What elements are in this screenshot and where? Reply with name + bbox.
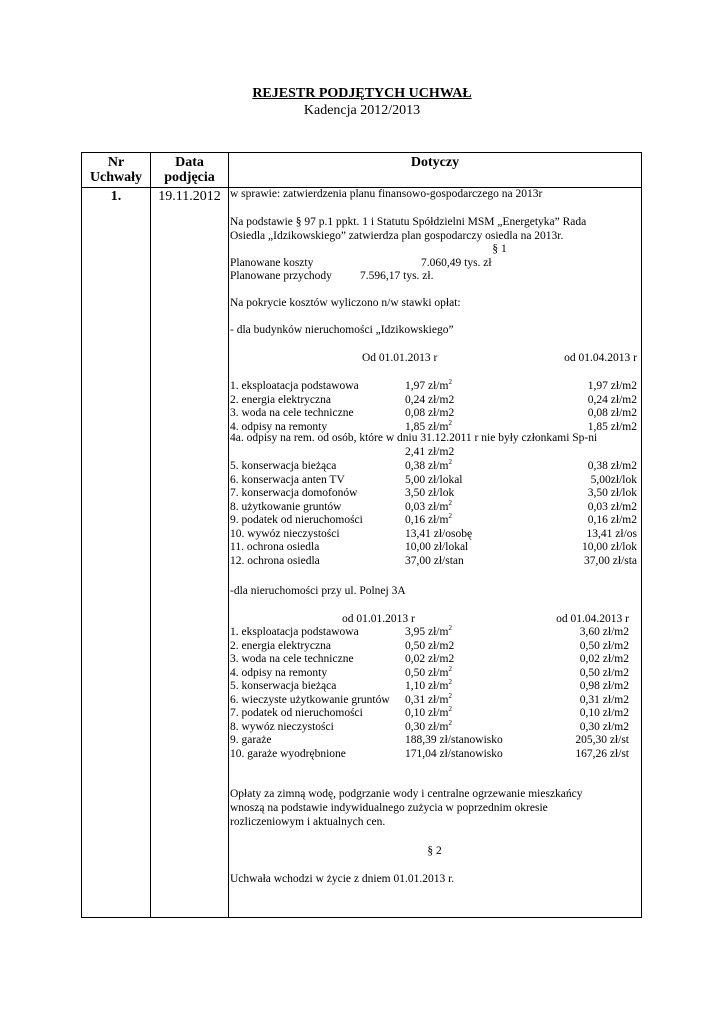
fees-line2: wnoszą na podstawie indywidualnego zużycia w poprzednim okresie: [230, 802, 548, 814]
rate-row: [230, 718, 639, 734]
item-4a: 4a. odpisy na rem. od osób, które w dniu 31.12.2011 r nie były członkami Sp-ni: [230, 432, 598, 444]
rate-value-from-jan: 1,97 $zł/m^2$: [405, 378, 452, 392]
section1-title: - dla budynków nieruchomości „Idzikowskiego”: [230, 324, 454, 336]
rate-value-from-jan: 0,31 $zł/m^2$: [405, 691, 452, 706]
rate-value-from-apr: 0,30 zł/m2: [579, 720, 629, 733]
rate-row: [230, 514, 639, 527]
rate-name: 5. konserwacja bieżąca: [230, 460, 337, 472]
resolution-number: 1.: [110, 189, 122, 204]
planned-costs-row: [230, 257, 639, 270]
rate-row: [230, 474, 639, 487]
rate-value-from-jan: 0,10 $zł/m^2$: [405, 705, 452, 719]
rate-row: [230, 653, 639, 666]
header-date: [151, 155, 228, 185]
rate-row: [230, 407, 639, 420]
superscript: 2: [448, 718, 452, 727]
rate-value-from-apr: 3,60 zł/m2: [579, 626, 629, 638]
rate-value-from-apr: 37,00 zł/sta: [583, 554, 637, 567]
rate-value-from-jan: 0,24 zł/m2: [405, 393, 455, 406]
rate-row: [230, 380, 639, 393]
rate-row: [230, 498, 639, 514]
rate-row: [230, 555, 639, 568]
superscript: 2: [448, 664, 452, 673]
section2-date-headers: [230, 613, 639, 626]
rate-name: 8. wywóz nieczystości: [230, 720, 334, 733]
column-divider: [150, 153, 151, 917]
rate-value-from-apr: 0,31 zł/m2: [579, 693, 629, 706]
rate-value-from-apr: 1,97 zł/m2: [587, 380, 637, 392]
subject: w sprawie: zatwierdzenia planu finansowo-gospodarczego na 2013r: [230, 188, 543, 200]
rate-value-from-apr: 0,38 zł/m2: [587, 460, 637, 472]
superscript: 2: [448, 678, 452, 686]
rate-row: [230, 640, 639, 653]
rate-name: 4. odpisy na remonty: [230, 420, 328, 433]
rate-row: [230, 394, 639, 407]
rate-row: [230, 680, 639, 693]
rate-value-from-jan: 10,00 zł/lokal: [405, 541, 469, 553]
rate-name: 1. eksploatacja podstawowa: [230, 626, 359, 638]
page-subtitle: Kadencja 2012/2013: [303, 103, 421, 118]
rate-value-from-apr: 5,00zł/lok: [590, 473, 637, 486]
paragraph-2-mark: § 2: [427, 845, 442, 857]
rate-value-from-jan: 0,50 $zł/m^2$: [405, 664, 452, 679]
rate-value-from-apr: 0,10 zł/m2: [579, 707, 629, 719]
planned-revenue-value: 7.596,17 tys. zł.: [360, 270, 434, 282]
rate-name: 8. użytkowanie gruntów: [230, 500, 342, 513]
paragraph-1-mark: § 1: [492, 243, 507, 255]
rate-row: [230, 748, 639, 761]
superscript: 2: [448, 691, 452, 700]
superscript: 2: [448, 705, 452, 713]
rate-name: 6. konserwacja anten TV: [230, 473, 345, 486]
section2-from1: od 01.01.2013 r: [342, 613, 415, 625]
rate-name: 12. ochrona osiedla: [230, 554, 320, 567]
header-concerns: [229, 155, 641, 170]
rate-row: [230, 734, 639, 747]
rate-name: 1. eksploatacja podstawowa: [230, 380, 359, 392]
rate-name: 4. odpisy na remonty: [230, 666, 328, 679]
superscript: 2: [448, 624, 452, 632]
rate-value-from-apr: 0,98 zł/m2: [579, 680, 629, 692]
page-title: REJESTR PODJĘTYCH UCHWAŁ: [252, 86, 472, 101]
rate-name: 7. konserwacja domofonów: [230, 487, 358, 499]
superscript: 2: [448, 418, 452, 427]
rate-value-from-jan: 3,50 zł/lok: [405, 487, 455, 499]
rate-name: 2. energia elektryczna: [230, 639, 331, 652]
rate-value-from-jan: 37,00 zł/stan: [405, 554, 464, 567]
header-nr-line2: Uchwały: [89, 170, 143, 185]
rate-name: 10. garaże wyodrębnione: [230, 747, 346, 760]
rate-value-from-apr: 205,30 zł/st: [575, 734, 629, 746]
rate-value-from-jan: 0,30 $zł/m^2$: [405, 718, 452, 733]
column-divider: [228, 153, 229, 917]
rate-value-from-jan: 0,50 zł/m2: [405, 639, 455, 652]
rate-value-from-apr: 0,50 zł/m2: [579, 666, 629, 679]
rate-value-from-jan: 3,95 $zł/m^2$: [405, 624, 452, 638]
rate-row: [230, 707, 639, 720]
rate-value-from-jan: 171,04 zł/stanowisko: [405, 747, 503, 760]
rate-value-from-apr: 1,85 zł/m2: [587, 420, 637, 433]
rate-value-from-jan: 13,41 zł/osobę: [405, 527, 473, 540]
header-nr: [82, 155, 150, 185]
rate-row: [230, 487, 639, 500]
section1-date-headers: [230, 352, 639, 365]
rate-value-from-jan: 0,38 $zł/m^2$: [405, 458, 452, 472]
fees-line1: Opłaty za zimną wodę, podgrzanie wody i centralne ogrzewanie mieszkańcy: [230, 788, 583, 800]
item-4a-value: 2,41 zł/m2: [405, 446, 455, 458]
rate-value-from-apr: 3,50 zł/lok: [587, 487, 637, 499]
rate-name: 3. woda na cele techniczne: [230, 653, 354, 665]
rate-value-from-apr: 0,08 zł/m2: [587, 407, 637, 419]
rate-value-from-apr: 0,16 zł/m2: [587, 514, 637, 526]
basis-line2: Osiedla „Idzikowskiego” zatwierdza plan gospodarczy osiedla na 2013r.: [230, 230, 564, 242]
resolution-date: 19.11.2012: [158, 189, 221, 204]
section2-title: -dla nieruchomości przy ul. Polnej 3A: [230, 585, 406, 597]
planned-revenue-label: Planowane przychody: [230, 270, 332, 282]
planned-costs-label: Planowane koszty: [230, 257, 314, 269]
rate-value-from-apr: 0,24 zł/m2: [587, 393, 637, 406]
rate-name: 10. wywóz nieczystości: [230, 527, 340, 540]
rate-value-from-apr: 0,03 zł/m2: [587, 500, 637, 513]
rate-name: 5. konserwacja bieżąca: [230, 680, 337, 692]
rate-row: [230, 626, 639, 639]
rate-row: [230, 541, 639, 554]
rate-value-from-jan: 1,10 $zł/m^2$: [405, 678, 452, 692]
fees-line3: rozliczeniowym i aktualnych cen.: [230, 816, 386, 828]
rate-value-from-jan: 0,08 zł/m2: [405, 407, 455, 419]
header-date-line2: podjęcia: [164, 170, 215, 185]
rate-value-from-jan: 0,02 zł/m2: [405, 653, 455, 665]
section1-from1: Od 01.01.2013 r: [362, 352, 438, 364]
rate-name: 3. woda na cele techniczne: [230, 407, 354, 419]
effective-date: Uchwała wchodzi w życie z dniem 01.01.2013 r.: [230, 873, 455, 885]
rate-name: 9. garaże: [230, 734, 272, 746]
rate-value-from-apr: 167,26 zł/st: [575, 747, 629, 760]
rate-row: [230, 691, 639, 707]
rate-value-from-apr: 10,00 zł/lok: [582, 541, 637, 553]
rate-name: 9. podatek od nieruchomości: [230, 514, 363, 526]
rate-row: [230, 460, 639, 473]
superscript: 2: [448, 378, 452, 386]
rate-name: 7. podatek od nieruchomości: [230, 707, 363, 719]
header-date-line1: Data: [175, 155, 204, 170]
rate-name: 11. ochrona osiedla: [230, 541, 320, 553]
section1-from2: od 01.04.2013 r: [564, 352, 637, 364]
resolutions-table: [81, 152, 642, 918]
rate-value-from-jan: 1,85 $zł/m^2$: [405, 418, 452, 433]
rate-value-from-jan: 0,03 $zł/m^2$: [405, 498, 452, 513]
rate-value-from-apr: 13,41 zł/os: [586, 527, 637, 540]
superscript: 2: [448, 498, 452, 507]
rate-name: 6. wieczyste użytkowanie gruntów: [230, 693, 390, 706]
rate-value-from-jan: 5,00 zł/lokal: [405, 473, 463, 486]
superscript: 2: [448, 512, 452, 520]
superscript: 2: [448, 458, 452, 466]
rate-value-from-jan: 188,39 zł/stanowisko: [405, 734, 503, 746]
rates-intro: Na pokrycie kosztów wyliczono n/w stawki opłat:: [230, 297, 461, 309]
section2-from2: od 01.04.2013 r: [556, 613, 629, 625]
rate-value-from-apr: 0,50 zł/m2: [579, 639, 629, 652]
basis-line1: Na podstawie § 97 p.1 ppkt. 1 i Statutu Spółdzielni MSM „Energetyka” Rada: [230, 216, 587, 228]
rate-name: 2. energia elektryczna: [230, 393, 331, 406]
header-concerns-label: Dotyczy: [410, 155, 460, 170]
planned-costs-value: 7.060,49 tys. zł: [421, 257, 492, 269]
planned-revenue-row: [230, 270, 639, 283]
rate-row: [230, 528, 639, 541]
rate-row: [230, 664, 639, 680]
rate-value-from-jan: 0,16 $zł/m^2$: [405, 512, 452, 526]
rate-value-from-apr: 0,02 zł/m2: [579, 653, 629, 665]
header-nr-line1: Nr: [107, 155, 125, 170]
